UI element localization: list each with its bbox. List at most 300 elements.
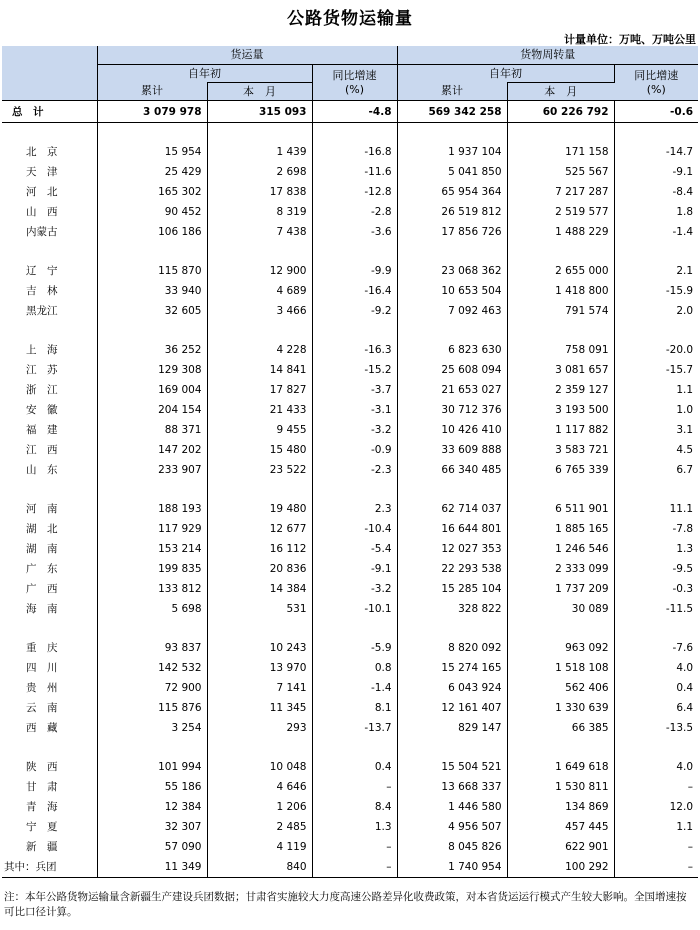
cell-yoy: -9.9 <box>312 261 397 281</box>
cell-ytd: 72 900 <box>97 678 207 698</box>
cell-t-yoy: -14.7 <box>665 146 694 158</box>
cell-t-ytd: 23 068 362 <box>397 261 507 281</box>
t-ytd-header: 自年初 <box>397 65 614 83</box>
cell-yoy: -0.9 <box>312 440 397 460</box>
cell-t-ytd: 26 519 812 <box>397 202 507 222</box>
table-row <box>2 182 698 202</box>
region-name: 重 庆 <box>2 638 97 658</box>
table-row <box>2 638 698 658</box>
spacer-cell <box>2 242 97 261</box>
cell-t-month: 525 567 <box>507 162 614 182</box>
spacer-cell <box>207 480 312 499</box>
cell-t-month: 30 089 <box>507 599 614 619</box>
spacer-cell <box>2 321 97 340</box>
cell-t-yoy: -7.8 <box>672 523 694 535</box>
cell-month: 12 677 <box>207 519 312 539</box>
cell-ytd: 5 698 <box>97 599 207 619</box>
region-name: 安 徽 <box>2 400 97 420</box>
cell-ytd: 101 994 <box>97 757 207 777</box>
cell-month: 14 384 <box>207 579 312 599</box>
cell-month: 15 480 <box>207 440 312 460</box>
cell-month: 11 345 <box>207 698 312 718</box>
cell-t-yoy: 4.5 <box>676 444 694 456</box>
region-name: 海 南 <box>2 599 97 619</box>
cell-t-month: 758 091 <box>507 340 614 360</box>
t-yoy-header <box>614 65 698 101</box>
cell-t-ytd: 33 609 888 <box>397 440 507 460</box>
table-row <box>2 142 698 162</box>
cell-ytd: 33 940 <box>97 281 207 301</box>
spacer-cell <box>507 242 614 261</box>
table-row <box>2 817 698 837</box>
spacer-cell <box>97 321 207 340</box>
cell-ytd: 3 254 <box>97 718 207 738</box>
table-row <box>2 678 698 698</box>
spacer-cell <box>97 480 207 499</box>
cell-t-ytd: 829 147 <box>397 718 507 738</box>
cell-yoy: -16.3 <box>312 340 397 360</box>
cell-t-ytd: 8 820 092 <box>397 638 507 658</box>
cell-t-month: 1 330 639 <box>507 698 614 718</box>
yoy-header-top: 同比增速 <box>332 68 377 82</box>
cell-month: 2 698 <box>207 162 312 182</box>
table-row <box>2 440 698 460</box>
spacer-cell <box>312 619 397 638</box>
spacer-cell <box>397 738 507 757</box>
total-yoy: -4.8 <box>312 101 397 123</box>
table-row <box>2 460 698 480</box>
cell-ytd: 147 202 <box>97 440 207 460</box>
table-body <box>2 101 698 878</box>
table-row <box>2 837 698 857</box>
table-row <box>2 400 698 420</box>
region-name: 辽 宁 <box>2 261 97 281</box>
spacer-cell <box>2 480 97 499</box>
cell-yoy: -2.8 <box>312 202 397 222</box>
region-name: 吉 林 <box>2 281 97 301</box>
cell-yoy: -1.4 <box>312 678 397 698</box>
cell-t-month: 1 737 209 <box>507 579 614 599</box>
cell-t-month: 66 385 <box>507 718 614 738</box>
cell-ytd: 55 186 <box>97 777 207 797</box>
yoy-header <box>312 65 397 101</box>
cell-t-yoy: – <box>687 841 694 853</box>
spacer-cell <box>312 321 397 340</box>
cell-month: 20 836 <box>207 559 312 579</box>
cell-ytd: 57 090 <box>97 837 207 857</box>
spacer-cell <box>97 738 207 757</box>
cell-yoy: -3.2 <box>312 420 397 440</box>
cell-t-yoy: 3.1 <box>676 424 694 436</box>
cell-ytd: 115 876 <box>97 698 207 718</box>
total-t-month: 60 226 792 <box>507 101 614 123</box>
cell-month: 4 646 <box>207 777 312 797</box>
cell-t-yoy: – <box>687 781 694 793</box>
region-name: 浙 江 <box>2 380 97 400</box>
spacer-cell <box>614 123 698 143</box>
table-row <box>2 757 698 777</box>
region-name: 甘 肃 <box>2 777 97 797</box>
spacer-cell <box>312 123 397 143</box>
cell-month: 13 970 <box>207 658 312 678</box>
region-name: 江 苏 <box>2 360 97 380</box>
table-row <box>2 360 698 380</box>
spacer-cell <box>97 123 207 143</box>
spacer-cell <box>397 321 507 340</box>
region-name: 江 西 <box>2 440 97 460</box>
cell-yoy: 1.3 <box>312 817 397 837</box>
group-spacer <box>2 123 698 143</box>
cell-t-month: 1 518 108 <box>507 658 614 678</box>
cell-t-yoy: – <box>614 857 698 878</box>
cell-ytd: 188 193 <box>97 499 207 519</box>
month-header: 本 月 <box>207 83 312 101</box>
spacer-cell <box>614 738 698 757</box>
region-name: 贵 州 <box>2 678 97 698</box>
region-header <box>2 46 97 101</box>
cell-t-month: 1 418 800 <box>507 281 614 301</box>
region-name: 河 南 <box>2 499 97 519</box>
table-row <box>2 420 698 440</box>
cell-t-yoy: 2.0 <box>676 305 694 317</box>
table-row <box>2 202 698 222</box>
cell-t-ytd: 10 653 504 <box>397 281 507 301</box>
cell-yoy: – <box>312 837 397 857</box>
table-row <box>2 301 698 321</box>
cell-t-month: 3 081 657 <box>507 360 614 380</box>
region-name: 上 海 <box>2 340 97 360</box>
cell-month: 531 <box>207 599 312 619</box>
cell-month: 7 438 <box>207 222 312 242</box>
cell-yoy: -9.2 <box>312 301 397 321</box>
cell-ytd: 90 452 <box>97 202 207 222</box>
cell-month: 17 838 <box>207 182 312 202</box>
total-t-yoy: -0.6 <box>614 101 698 123</box>
cell-month: 12 900 <box>207 261 312 281</box>
cell-t-yoy: 6.4 <box>676 702 694 714</box>
cell-t-ytd: 6 823 630 <box>397 340 507 360</box>
cell-month: 9 455 <box>207 420 312 440</box>
group-spacer <box>2 321 698 340</box>
cell-yoy: 0.8 <box>312 658 397 678</box>
spacer-cell <box>312 738 397 757</box>
spacer-cell <box>97 242 207 261</box>
ytd-header: 自年初 <box>97 65 312 83</box>
region-name: 山 东 <box>2 460 97 480</box>
spacer-cell <box>614 480 698 499</box>
cell-t-yoy: 4.0 <box>676 761 694 773</box>
table-row <box>2 261 698 281</box>
t-yoy-header-top: 同比增速 <box>634 68 679 82</box>
cell-t-ytd: 13 668 337 <box>397 777 507 797</box>
region-name: 四 川 <box>2 658 97 678</box>
cell-t-ytd: 15 504 521 <box>397 757 507 777</box>
total-ytd: 3 079 978 <box>97 101 207 123</box>
cell-yoy: -3.7 <box>312 380 397 400</box>
cell-yoy: -12.8 <box>312 182 397 202</box>
cell-t-ytd: 4 956 507 <box>397 817 507 837</box>
total-name: 总 计 <box>2 101 97 123</box>
cell-t-month: 6 765 339 <box>507 460 614 480</box>
cell-t-yoy: 0.4 <box>676 682 694 694</box>
cell-month: 14 841 <box>207 360 312 380</box>
cell-yoy: -13.7 <box>312 718 397 738</box>
region-name: 广 西 <box>2 579 97 599</box>
cell-ytd: 199 835 <box>97 559 207 579</box>
cell-month: 23 522 <box>207 460 312 480</box>
cell-ytd: 15 954 <box>97 142 207 162</box>
cell-month: 1 439 <box>207 142 312 162</box>
cell-t-yoy: -1.4 <box>672 226 694 238</box>
cell-ytd: 233 907 <box>97 460 207 480</box>
cell-yoy: – <box>312 857 397 878</box>
cell-yoy: -16.8 <box>312 142 397 162</box>
cell-t-month: 963 092 <box>507 638 614 658</box>
cell-yoy: -10.1 <box>312 599 397 619</box>
cell-t-ytd: 30 712 376 <box>397 400 507 420</box>
cell-t-month: 6 511 901 <box>507 499 614 519</box>
table-row <box>2 777 698 797</box>
cell-yoy: 2.3 <box>312 499 397 519</box>
cell-t-yoy: 1.0 <box>676 404 694 416</box>
cell-month: 10 243 <box>207 638 312 658</box>
table-row <box>2 499 698 519</box>
t-yoy-header-bottom: (%) <box>646 82 666 96</box>
cell-t-ytd: 15 274 165 <box>397 658 507 678</box>
cell-ytd: 93 837 <box>97 638 207 658</box>
cell-t-month: 134 869 <box>507 797 614 817</box>
region-name: 云 南 <box>2 698 97 718</box>
region-name: 湖 北 <box>2 519 97 539</box>
cell-yoy: 0.4 <box>312 757 397 777</box>
spacer-cell <box>507 123 614 143</box>
table-row <box>2 519 698 539</box>
ytd-sub-header: 累计 <box>97 83 207 101</box>
table-row <box>2 698 698 718</box>
table-row <box>2 162 698 182</box>
region-name: 河 北 <box>2 182 97 202</box>
spacer-cell <box>97 619 207 638</box>
cell-month: 4 119 <box>207 837 312 857</box>
spacer-cell <box>614 242 698 261</box>
cell-t-yoy: -20.0 <box>665 344 694 356</box>
total-row <box>2 101 698 123</box>
cell-t-ytd: 12 161 407 <box>397 698 507 718</box>
cell-month: 1 206 <box>207 797 312 817</box>
cell-t-month: 3 193 500 <box>507 400 614 420</box>
cell-t-month: 2 359 127 <box>507 380 614 400</box>
cell-month: 840 <box>207 857 312 878</box>
cell-t-ytd: 1 740 954 <box>397 857 507 878</box>
group-spacer <box>2 480 698 499</box>
table-row <box>2 539 698 559</box>
region-name: 内蒙古 <box>2 222 97 242</box>
spacer-cell <box>2 123 97 143</box>
cell-yoy: -16.4 <box>312 281 397 301</box>
table-row <box>2 857 698 878</box>
cell-t-month: 562 406 <box>507 678 614 698</box>
unit-label: 计量单位：万吨、万吨公里 <box>564 33 696 46</box>
table-row <box>2 579 698 599</box>
cell-t-ytd: 16 644 801 <box>397 519 507 539</box>
t-ytd-sub-header: 累计 <box>397 83 507 101</box>
cell-yoy: -3.6 <box>312 222 397 242</box>
cell-t-month: 1 488 229 <box>507 222 614 242</box>
group-spacer <box>2 619 698 638</box>
cell-t-month: 7 217 287 <box>507 182 614 202</box>
total-month: 315 093 <box>207 101 312 123</box>
cell-month: 8 319 <box>207 202 312 222</box>
cell-month: 293 <box>207 718 312 738</box>
cell-yoy: -2.3 <box>312 460 397 480</box>
table-row <box>2 599 698 619</box>
cell-month: 10 048 <box>207 757 312 777</box>
region-name: 山 西 <box>2 202 97 222</box>
spacer-cell <box>312 242 397 261</box>
cell-ytd: 129 308 <box>97 360 207 380</box>
page-title: 公路货物运输量 <box>287 9 413 29</box>
cell-t-yoy: 1.1 <box>676 384 694 396</box>
table-row <box>2 222 698 242</box>
spacer-cell <box>614 619 698 638</box>
region-name: 湖 南 <box>2 539 97 559</box>
spacer-cell <box>207 123 312 143</box>
spacer-cell <box>2 619 97 638</box>
footnote: 注：本年公路货物运输量含新疆生产建设兵团数据；甘肃省实施较大力度高速公路差异化收费政策，对本省货运运行模式产生较大影响。全国增速按可比口径计算。 <box>4 891 687 918</box>
cell-t-month: 457 445 <box>507 817 614 837</box>
cell-t-yoy: 6.7 <box>676 464 694 476</box>
freight-volume-header: 货运量 <box>97 46 397 65</box>
region-name: 其中：兵团 <box>2 857 97 878</box>
spacer-cell <box>207 321 312 340</box>
cell-month: 3 466 <box>207 301 312 321</box>
cell-yoy: – <box>312 777 397 797</box>
table-row <box>2 718 698 738</box>
cell-t-yoy: -15.9 <box>665 285 694 297</box>
cell-ytd: 204 154 <box>97 400 207 420</box>
cell-t-yoy: -9.1 <box>672 166 694 178</box>
cell-t-ytd: 17 856 726 <box>397 222 507 242</box>
cell-ytd: 153 214 <box>97 539 207 559</box>
spacer-cell <box>507 321 614 340</box>
cell-ytd: 25 429 <box>97 162 207 182</box>
cell-t-yoy: 1.1 <box>676 821 694 833</box>
spacer-cell <box>397 480 507 499</box>
cell-yoy: -5.9 <box>312 638 397 658</box>
cell-t-month: 622 901 <box>507 837 614 857</box>
cell-month: 4 228 <box>207 340 312 360</box>
yoy-header-bottom: (%) <box>344 82 365 96</box>
cell-t-month: 1 530 811 <box>507 777 614 797</box>
cell-t-ytd: 328 822 <box>397 599 507 619</box>
cell-yoy: -3.2 <box>312 579 397 599</box>
cell-t-month: 171 158 <box>507 142 614 162</box>
cell-yoy: 8.1 <box>312 698 397 718</box>
group-spacer <box>2 738 698 757</box>
cell-t-ytd: 6 043 924 <box>397 678 507 698</box>
region-name: 青 海 <box>2 797 97 817</box>
spacer-cell <box>207 619 312 638</box>
cell-t-yoy: -7.6 <box>672 642 694 654</box>
cell-t-yoy: 4.0 <box>676 662 694 674</box>
cell-month: 4 689 <box>207 281 312 301</box>
cell-month: 2 485 <box>207 817 312 837</box>
cell-t-month: 1 885 165 <box>507 519 614 539</box>
cell-t-ytd: 15 285 104 <box>397 579 507 599</box>
cell-t-ytd: 21 653 027 <box>397 380 507 400</box>
cell-t-yoy: -11.5 <box>665 603 694 615</box>
spacer-cell <box>507 480 614 499</box>
cell-ytd: 88 371 <box>97 420 207 440</box>
region-name: 黑龙江 <box>2 301 97 321</box>
table-row <box>2 340 698 360</box>
cell-ytd: 165 302 <box>97 182 207 202</box>
spacer-cell <box>207 242 312 261</box>
cell-yoy: -15.2 <box>312 360 397 380</box>
total-t-ytd: 569 342 258 <box>397 101 507 123</box>
cell-yoy: -9.1 <box>312 559 397 579</box>
cell-t-ytd: 5 041 850 <box>397 162 507 182</box>
cell-yoy: 8.4 <box>312 797 397 817</box>
cell-t-yoy: -15.7 <box>665 364 694 376</box>
cell-t-month: 2 333 099 <box>507 559 614 579</box>
cell-ytd: 36 252 <box>97 340 207 360</box>
cell-ytd: 12 384 <box>97 797 207 817</box>
cell-t-yoy: -9.5 <box>672 563 694 575</box>
spacer-cell <box>2 738 97 757</box>
cell-t-yoy: 12.0 <box>669 801 694 813</box>
spacer-cell <box>507 619 614 638</box>
cell-t-yoy: 2.1 <box>676 265 694 277</box>
cell-t-ytd: 22 293 538 <box>397 559 507 579</box>
spacer-cell <box>312 480 397 499</box>
cell-t-ytd: 12 027 353 <box>397 539 507 559</box>
t-month-header: 本 月 <box>507 83 614 101</box>
region-name: 北 京 <box>2 142 97 162</box>
cell-month: 19 480 <box>207 499 312 519</box>
cell-t-month: 1 246 546 <box>507 539 614 559</box>
cell-t-yoy: 1.8 <box>676 206 694 218</box>
cell-month: 17 827 <box>207 380 312 400</box>
cell-t-ytd: 62 714 037 <box>397 499 507 519</box>
cell-t-ytd: 8 045 826 <box>397 837 507 857</box>
cell-ytd: 142 532 <box>97 658 207 678</box>
spacer-cell <box>507 738 614 757</box>
spacer-cell <box>397 619 507 638</box>
spacer-cell <box>397 123 507 143</box>
cell-t-month: 2 655 000 <box>507 261 614 281</box>
cell-ytd: 32 605 <box>97 301 207 321</box>
cell-ytd: 133 812 <box>97 579 207 599</box>
cell-ytd: 117 929 <box>97 519 207 539</box>
cell-t-month: 791 574 <box>507 301 614 321</box>
region-name: 西 藏 <box>2 718 97 738</box>
table-row <box>2 281 698 301</box>
table-row <box>2 658 698 678</box>
cell-yoy: -11.6 <box>312 162 397 182</box>
freight-table <box>2 46 698 878</box>
turnover-header: 货物周转量 <box>397 46 698 65</box>
spacer-cell <box>614 321 698 340</box>
cell-ytd: 169 004 <box>97 380 207 400</box>
table-row <box>2 380 698 400</box>
cell-t-month: 100 292 <box>507 857 614 878</box>
cell-month: 21 433 <box>207 400 312 420</box>
region-name: 新 疆 <box>2 837 97 857</box>
cell-month: 7 141 <box>207 678 312 698</box>
cell-t-yoy: -0.3 <box>672 583 694 595</box>
cell-t-yoy: -8.4 <box>672 186 694 198</box>
